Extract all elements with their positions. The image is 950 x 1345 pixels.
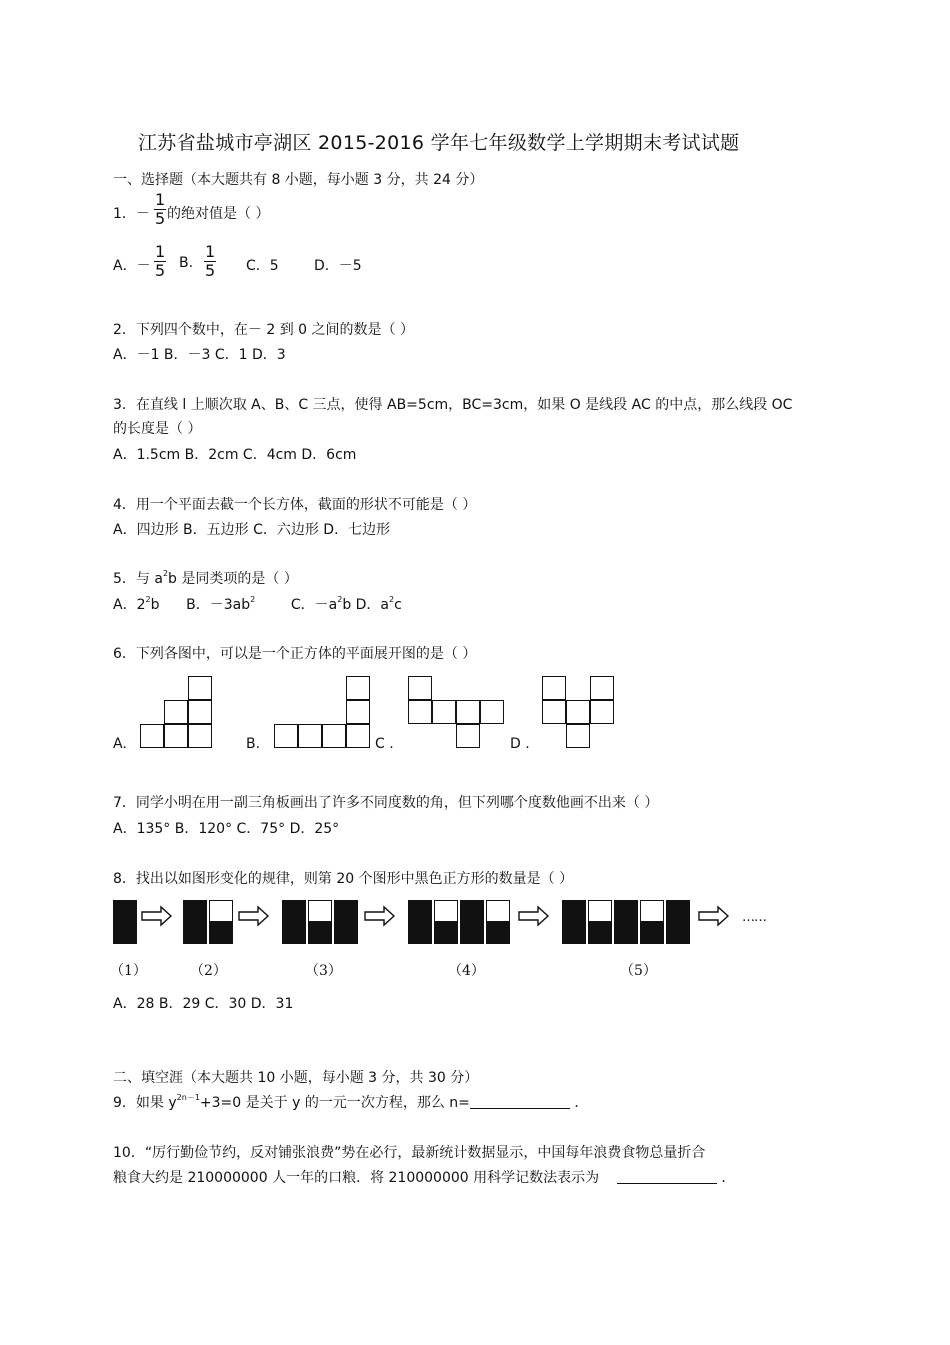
q5-option-c: C．－a xyxy=(290,597,338,613)
net-square xyxy=(188,724,212,748)
q7-stem: 7．同学小明在用一副三角板画出了许多不同度数的角，但下列哪个度数他画不出来（ ） xyxy=(113,795,659,811)
q8-stem: 8．找出以如图形变化的规律，则第 20 个图形中黑色正方形的数量是（ ） xyxy=(113,871,574,887)
net-square xyxy=(188,676,212,700)
q1-option-d: D．－5 xyxy=(314,258,362,274)
net-square xyxy=(566,724,590,748)
q9-stem xyxy=(113,1092,588,1112)
net-square xyxy=(346,700,370,724)
white-square xyxy=(308,900,332,922)
white-square xyxy=(486,900,510,922)
black-square xyxy=(562,922,586,944)
net-square xyxy=(456,700,480,724)
q9-end: ． xyxy=(574,1095,589,1111)
net-square xyxy=(480,700,504,724)
q9-stem-b: +3=0 是关于 y 的一元一次方程，那么 n= xyxy=(199,1095,470,1111)
black-square xyxy=(334,900,358,922)
q9-answer-blank[interactable] xyxy=(470,1094,570,1109)
q10-line2 xyxy=(113,1167,735,1187)
q7-options: A．135° B．120° C．75° D．25° xyxy=(113,821,340,837)
q5-stem-a: 5．与 a xyxy=(113,571,163,587)
net-square xyxy=(322,724,346,748)
right-arrow-icon xyxy=(141,905,173,927)
net-square xyxy=(542,700,566,724)
q9-stem-a: 9．如果 y xyxy=(113,1095,177,1111)
q10-answer-blank[interactable] xyxy=(617,1169,717,1184)
q5-option-d-exponent: 2 xyxy=(389,595,395,604)
q5-option-a-exponent: 2 xyxy=(145,595,151,604)
black-square xyxy=(183,900,207,922)
black-square xyxy=(183,922,207,944)
white-square xyxy=(209,900,233,922)
q5-option-a-b: b xyxy=(150,597,160,613)
section-heading-fill: 二、填空涯（本大题共 10 小题，每小题 3 分，共 30 分） xyxy=(113,1070,479,1086)
q5-option-cd: b D．a xyxy=(342,597,390,613)
q6-stem: 6．下列各图中，可以是一个正方体的平面展开图的是（ ） xyxy=(113,646,477,662)
net-square xyxy=(542,676,566,700)
q3-stem-line1: 3．在直线 l 上顺次取 A、B、C 三点，使得 AB=5cm，BC=3cm，如果 O 是线段 AC 的中点，那么线段 OC xyxy=(113,397,793,413)
black-square xyxy=(614,900,638,922)
q1-option-c: C．5 xyxy=(246,258,279,274)
net-square xyxy=(456,724,480,748)
black-square xyxy=(666,900,690,922)
q10-line2-text: 粮食大约是 210000000 人一年的口粮．将 210000000 用科学记数法表示为 xyxy=(113,1170,600,1186)
black-square xyxy=(640,922,664,944)
q5-option-d-c: c xyxy=(394,597,402,613)
net-square xyxy=(164,724,188,748)
q1-option-b-denominator: 5 xyxy=(205,261,216,280)
q1-option-a-label: A．－ xyxy=(113,258,151,274)
page-title: 江苏省盐城市亭湖区 2015-2016 学年七年级数学上学期期末考试试题 xyxy=(138,132,740,154)
q6-label-c: C . xyxy=(375,736,394,752)
black-square xyxy=(308,922,332,944)
figure-caption-2: （2） xyxy=(190,963,227,979)
q1-option-a-fraction xyxy=(154,244,166,279)
q5-stem xyxy=(113,568,298,588)
ellipsis: …… xyxy=(742,910,766,925)
q5-option-c-exponent: 2 xyxy=(337,595,343,604)
right-arrow-icon xyxy=(364,905,396,927)
white-square xyxy=(640,900,664,922)
q5-options xyxy=(113,594,402,614)
q5-stem-b: b 是同类项的是（ ） xyxy=(168,571,298,587)
net-square xyxy=(346,676,370,700)
q1-suffix: 的绝对值是（ ） xyxy=(167,206,270,222)
figure-caption-3: （3） xyxy=(305,963,342,979)
black-square xyxy=(614,922,638,944)
net-square xyxy=(164,700,188,724)
black-square xyxy=(282,922,306,944)
figure-caption-1: （1） xyxy=(110,963,147,979)
black-square xyxy=(334,922,358,944)
q6-label-b: B. xyxy=(246,736,261,752)
net-square xyxy=(566,700,590,724)
q9-exponent: 2n－1 xyxy=(176,1093,200,1102)
q3-stem-line2: 的长度是（ ） xyxy=(113,421,202,437)
black-square xyxy=(282,900,306,922)
net-square xyxy=(408,676,432,700)
net-square xyxy=(432,700,456,724)
q4-options: A．四边形 B．五边形 C．六边形 D．七边形 xyxy=(113,522,391,538)
right-arrow-icon xyxy=(698,905,730,927)
q2-options: A．－1 B．－3 C．1 D．3 xyxy=(113,347,286,363)
net-square xyxy=(140,724,164,748)
net-square xyxy=(590,676,614,700)
net-square xyxy=(188,700,212,724)
net-square xyxy=(346,724,370,748)
figure-caption-5: （5） xyxy=(620,963,657,979)
q10-line1: 10．“厉行勤俭节约，反对铺张浪费”势在必行，最新统计数据显示，中国每年浪费食物总量折合 xyxy=(113,1145,706,1161)
black-square xyxy=(408,900,432,922)
q1-option-a-denominator: 5 xyxy=(155,261,166,280)
q1-fraction-numerator: 1 xyxy=(155,190,166,209)
q4-stem: 4．用一个平面去截一个长方体，截面的形状不可能是（ ） xyxy=(113,497,477,513)
q5-stem-exponent: 2 xyxy=(162,569,169,578)
q6-label-a: A. xyxy=(113,736,127,752)
q5-option-b: B．－3ab xyxy=(186,597,251,613)
q1-option-a-numerator: 1 xyxy=(155,242,166,261)
net-square xyxy=(590,700,614,724)
white-square xyxy=(434,900,458,922)
figure-caption-4: （4） xyxy=(448,963,485,979)
black-square xyxy=(113,900,137,922)
q1-option-b-fraction xyxy=(204,244,216,279)
q1-option-b-numerator: 1 xyxy=(205,242,216,261)
black-square xyxy=(434,922,458,944)
q1-prefix: 1．－ xyxy=(113,206,150,222)
black-square xyxy=(666,922,690,944)
black-square xyxy=(209,922,233,944)
q2-stem: 2．下列四个数中，在－ 2 到 0 之间的数是（ ） xyxy=(113,322,414,338)
white-square xyxy=(588,900,612,922)
black-square xyxy=(562,900,586,922)
q3-options: A．1.5cm B．2cm C．4cm D．6cm xyxy=(113,447,357,463)
q5-option-b-exponent: 2 xyxy=(250,595,256,604)
black-square xyxy=(408,922,432,944)
black-square xyxy=(460,900,484,922)
black-square xyxy=(486,922,510,944)
net-square xyxy=(298,724,322,748)
section-heading-choice: 一、选择题（本大题共有 8 小题，每小题 3 分，共 24 分） xyxy=(113,172,484,188)
q8-options: A．28 B．29 C．30 D．31 xyxy=(113,996,294,1012)
black-square xyxy=(113,922,137,944)
q10-end: ． xyxy=(721,1170,736,1186)
net-square xyxy=(408,700,432,724)
net-square xyxy=(274,724,298,748)
q6-label-d: D . xyxy=(510,736,530,752)
right-arrow-icon xyxy=(518,905,550,927)
q5-option-a: A．2 xyxy=(113,597,146,613)
q1-option-b-label: B. xyxy=(179,255,194,271)
black-square xyxy=(460,922,484,944)
q1-fraction xyxy=(154,192,166,227)
q1-fraction-denominator: 5 xyxy=(155,209,166,228)
right-arrow-icon xyxy=(238,905,270,927)
black-square xyxy=(588,922,612,944)
